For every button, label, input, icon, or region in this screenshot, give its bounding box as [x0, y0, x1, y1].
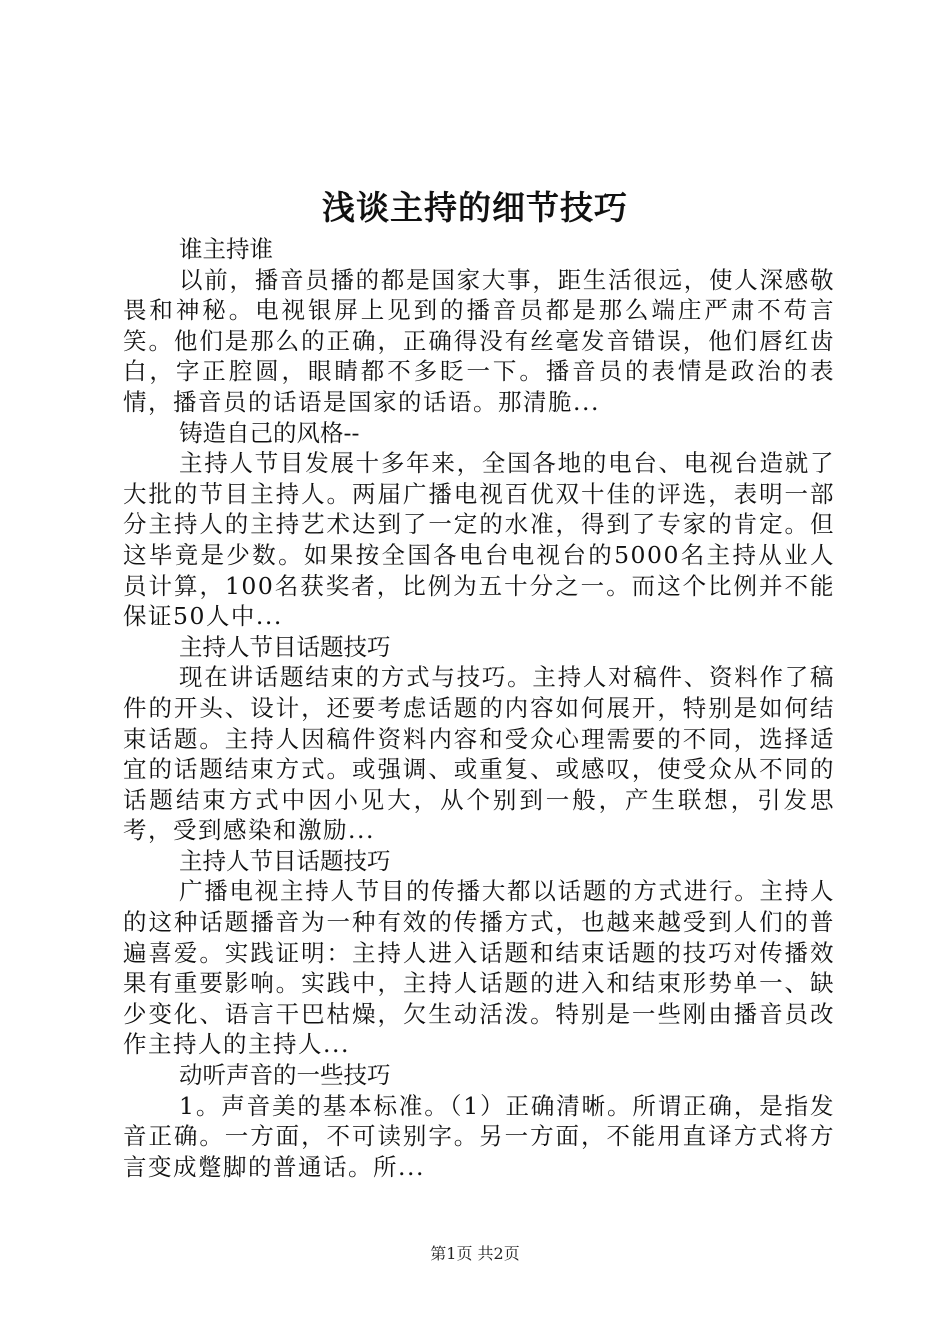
section-paragraph: 1。声音美的基本标准。（1）正确清晰。所谓正确，是指发音正确。一方面，不可读别字。另一方面，不能用直译方式将方言变成蹩脚的普通话。所...	[123, 1091, 835, 1181]
section-heading: 主持人节目话题技巧	[179, 632, 391, 661]
page-number-footer: 第1页 共2页	[430, 1244, 520, 1263]
section-paragraph: 现在讲话题结束的方式与技巧。主持人对稿件、资料作了稿件的开头、设计，还要考虑话题的内容如何展开，特别是如何结束话题。主持人因稿件资料内容和受众心理需要的不同，选择适宜的话题结束方式。或强调、或重复、或感叹，使受众从不同的话题结束方式中因小见大，从个别到一般，产生联想，引发思考，受到感染和激励...	[123, 663, 835, 845]
section	[123, 632, 835, 846]
section-heading: 谁主持谁	[179, 235, 273, 263]
section-paragraph: 以前，播音员播的都是国家大事，距生活很远，使人深感敬畏和神秘。电视银屏上见到的播音员都是那么端庄严肃不苟言笑。他们是那么的正确，正确得没有丝毫发音错误，他们唇红齿白，字正腔圆，眼睛都不多眨一下。播音员的表情是政治的表情，播音员的话语是国家的话语。那清脆...	[123, 265, 835, 416]
section-heading: 动听声音的一些技巧	[179, 1061, 391, 1090]
section	[123, 234, 835, 418]
document-title: 浅谈主持的细节技巧	[322, 188, 628, 227]
section	[123, 1060, 835, 1182]
section-paragraph: 主持人节目发展十多年来，全国各地的电台、电视台造就了大批的节目主持人。两届广播电视百优双十佳的评选，表明一部分主持人的主持艺术达到了一定的水准，得到了专家的肯定。但这毕竟是少数。如果按全国各电台电视台的5000名主持从业人员计算，100名获奖者，比例为五十分之一。而这个比例并不能保证50人中...	[123, 449, 835, 631]
section	[123, 418, 835, 632]
section	[123, 846, 835, 1060]
section-heading: 铸造自己的风格--	[179, 418, 360, 447]
document-body	[123, 234, 835, 1182]
section-paragraph: 广播电视主持人节目的传播大都以话题的方式进行。主持人的这种话题播音为一种有效的传播方式，也越来越受到人们的普遍喜爱。实践证明：主持人进入话题和结束话题的技巧对传播效果有重要影响。实践中，主持人话题的进入和结束形势单一、缺少变化、语言干巴枯燥，欠生动活泼。特别是一些刚由播音员改作主持人的主持人...	[123, 877, 835, 1059]
section-heading: 主持人节目话题技巧	[179, 846, 391, 875]
